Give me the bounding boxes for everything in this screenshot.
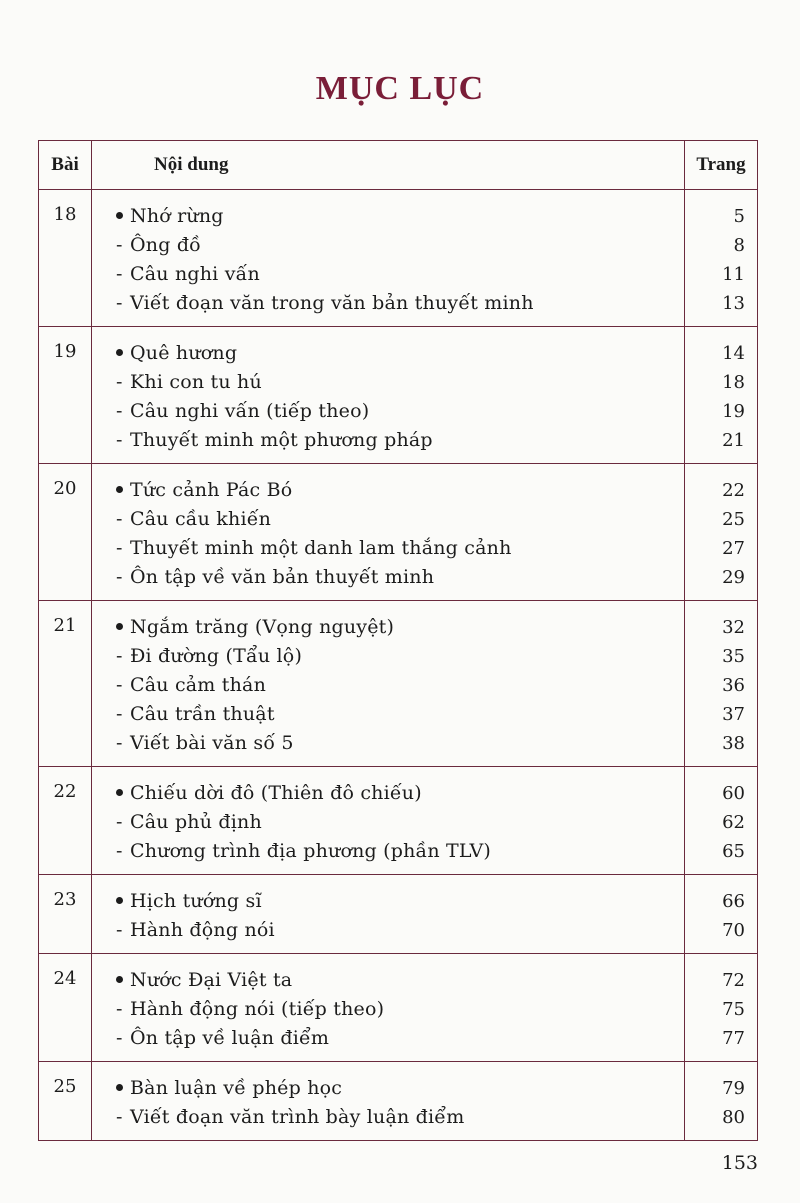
- entry-title: Khi con tu hú: [130, 371, 262, 393]
- entry-page-number: 5: [733, 206, 745, 227]
- entry-title: Ôn tập về luận điểm: [130, 1027, 330, 1049]
- list-item[interactable]: [92, 966, 684, 995]
- lesson-pages: [685, 875, 758, 954]
- table-of-contents: [38, 140, 758, 1141]
- entry-page-number: 29: [722, 567, 745, 588]
- entry-title: Viết đoạn văn trình bày luận điểm: [130, 1106, 465, 1128]
- lesson-entries: [92, 1062, 685, 1141]
- entry-title: Thuyết minh một danh lam thắng cảnh: [130, 537, 512, 559]
- entry-title: Câu nghi vấn (tiếp theo): [130, 400, 370, 422]
- list-item[interactable]: [92, 289, 684, 318]
- bullet-icon: [116, 613, 130, 642]
- entry-page-number: 72: [722, 970, 745, 991]
- dash-marker: -: [116, 1027, 123, 1049]
- list-item[interactable]: [92, 260, 684, 289]
- table-row: [39, 767, 758, 875]
- entry-page-number: 80: [722, 1107, 745, 1128]
- entry-page-number: 70: [722, 920, 745, 941]
- entry-page-number: 77: [722, 1028, 745, 1049]
- entry-title: Nước Đại Việt ta: [130, 969, 293, 991]
- table-header-row: [39, 141, 758, 190]
- list-item[interactable]: [92, 368, 684, 397]
- entry-page-number: 19: [722, 401, 745, 422]
- list-item[interactable]: [92, 916, 684, 945]
- list-item[interactable]: [92, 808, 684, 837]
- table-row: [39, 327, 758, 464]
- dash-marker: -: [116, 508, 123, 530]
- entry-title: Tức cảnh Pác Bó: [130, 479, 293, 501]
- dash-marker: -: [116, 292, 123, 314]
- bullet-icon: [116, 476, 130, 505]
- list-item[interactable]: [92, 995, 684, 1024]
- lesson-pages: [685, 954, 758, 1062]
- bullet-icon: [116, 887, 130, 916]
- dash-marker: -: [116, 429, 123, 451]
- entry-title: Hịch tướng sĩ: [130, 890, 262, 912]
- list-item[interactable]: [92, 476, 684, 505]
- dash-marker: -: [116, 1106, 123, 1128]
- entry-page-number: 21: [722, 430, 745, 451]
- bullet-icon: [116, 966, 130, 995]
- list-item[interactable]: [92, 202, 684, 231]
- entry-page-number: 13: [722, 293, 745, 314]
- lesson-entries: [92, 954, 685, 1062]
- entry-page-number: 14: [722, 343, 745, 364]
- entry-page-number: 18: [722, 372, 745, 393]
- bullet-icon: [116, 339, 130, 368]
- entry-title: Quê hương: [130, 342, 238, 364]
- dash-marker: -: [116, 537, 123, 559]
- entry-page-number: 62: [722, 812, 745, 833]
- table-row: [39, 601, 758, 767]
- dash-marker: -: [116, 840, 123, 862]
- entry-page-number: 37: [722, 704, 745, 725]
- list-item[interactable]: [92, 613, 684, 642]
- page-title: MỤC LỤC: [315, 70, 485, 107]
- entry-title: Viết bài văn số 5: [130, 732, 294, 754]
- lesson-entries: [92, 875, 685, 954]
- entry-page-number: 79: [722, 1078, 745, 1099]
- table-row: [39, 464, 758, 601]
- entry-page-number: 32: [722, 617, 745, 638]
- list-item[interactable]: [92, 426, 684, 455]
- entry-title: Đi đường (Tẩu lộ): [130, 645, 303, 667]
- lesson-pages: [685, 327, 758, 464]
- bullet-icon: [116, 1074, 130, 1103]
- list-item[interactable]: [92, 729, 684, 758]
- entry-page-number: 36: [722, 675, 745, 696]
- dash-marker: -: [116, 234, 123, 256]
- entry-title: Câu trần thuật: [130, 703, 275, 725]
- entry-page-number: 66: [722, 891, 745, 912]
- table-row: [39, 954, 758, 1062]
- list-item[interactable]: [92, 642, 684, 671]
- dash-marker: -: [116, 400, 123, 422]
- entry-title: Chiếu dời đô (Thiên đô chiếu): [130, 782, 422, 804]
- list-item[interactable]: [92, 397, 684, 426]
- list-item[interactable]: [92, 671, 684, 700]
- entry-title: Ông đồ: [130, 234, 202, 256]
- list-item[interactable]: [92, 231, 684, 260]
- entry-title: Câu cảm thán: [130, 674, 267, 696]
- dash-marker: -: [116, 566, 123, 588]
- dash-marker: -: [116, 919, 123, 941]
- list-item[interactable]: [92, 534, 684, 563]
- lesson-entries: [92, 190, 685, 327]
- entry-title: Bàn luận về phép học: [130, 1077, 343, 1099]
- lesson-number: 22: [39, 767, 92, 875]
- list-item[interactable]: [92, 887, 684, 916]
- entry-page-number: 38: [722, 733, 745, 754]
- entry-title: Chương trình địa phương (phần TLV): [130, 840, 492, 862]
- header-content-label: Nội dung: [154, 154, 229, 175]
- lesson-pages: [685, 767, 758, 875]
- lesson-pages: [685, 601, 758, 767]
- dash-marker: -: [116, 732, 123, 754]
- entry-title: Viết đoạn văn trong văn bản thuyết minh: [130, 292, 534, 314]
- lesson-pages: [685, 464, 758, 601]
- lesson-entries: [92, 327, 685, 464]
- header-lesson: Bài: [39, 141, 92, 190]
- lesson-pages: [685, 1062, 758, 1141]
- entry-title: Câu phủ định: [130, 811, 262, 833]
- lesson-number: 20: [39, 464, 92, 601]
- list-item[interactable]: [92, 1074, 684, 1103]
- list-item[interactable]: [92, 700, 684, 729]
- entry-title: Câu nghi vấn: [130, 263, 260, 285]
- list-item[interactable]: [92, 505, 684, 534]
- list-item[interactable]: [92, 837, 684, 866]
- lesson-number: 25: [39, 1062, 92, 1141]
- page-number: 153: [721, 1152, 758, 1174]
- bullet-icon: [116, 779, 130, 808]
- table-body: [39, 190, 758, 1141]
- dash-marker: -: [116, 811, 123, 833]
- dash-marker: -: [116, 371, 123, 393]
- lesson-entries: [92, 464, 685, 601]
- list-item[interactable]: [92, 1024, 684, 1053]
- lesson-entries: [92, 767, 685, 875]
- entry-page-number: 25: [722, 509, 745, 530]
- dash-marker: -: [116, 263, 123, 285]
- entry-page-number: 60: [722, 783, 745, 804]
- entry-page-number: 75: [722, 999, 745, 1020]
- entry-page-number: 22: [722, 480, 745, 501]
- dash-marker: -: [116, 645, 123, 667]
- table-row: [39, 875, 758, 954]
- dash-marker: -: [116, 703, 123, 725]
- list-item[interactable]: [92, 563, 684, 592]
- lesson-number: 23: [39, 875, 92, 954]
- header-page: Trang: [685, 141, 758, 190]
- lesson-pages: [685, 190, 758, 327]
- table-row: [39, 1062, 758, 1141]
- entry-title: Ngắm trăng (Vọng nguyệt): [130, 616, 395, 638]
- entry-title: Hành động nói: [130, 919, 275, 941]
- entry-page-number: 65: [722, 841, 745, 862]
- lesson-number: 24: [39, 954, 92, 1062]
- entry-title: Nhớ rừng: [130, 205, 224, 227]
- dash-marker: -: [116, 998, 123, 1020]
- bullet-icon: [116, 202, 130, 231]
- entry-title: Câu cầu khiến: [130, 508, 272, 530]
- lesson-number: 19: [39, 327, 92, 464]
- lesson-number: 21: [39, 601, 92, 767]
- entry-title: Ôn tập về văn bản thuyết minh: [130, 566, 435, 588]
- entry-title: Hành động nói (tiếp theo): [130, 998, 385, 1020]
- entry-page-number: 8: [733, 235, 745, 256]
- table-row: [39, 190, 758, 327]
- header-content: [92, 141, 685, 190]
- dash-marker: -: [116, 674, 123, 696]
- entry-page-number: 27: [722, 538, 745, 559]
- list-item[interactable]: [92, 1103, 684, 1132]
- list-item[interactable]: [92, 779, 684, 808]
- entry-page-number: 35: [722, 646, 745, 667]
- lesson-number: 18: [39, 190, 92, 327]
- lesson-entries: [92, 601, 685, 767]
- entry-page-number: 11: [722, 264, 745, 285]
- entry-title: Thuyết minh một phương pháp: [130, 429, 433, 451]
- list-item[interactable]: [92, 339, 684, 368]
